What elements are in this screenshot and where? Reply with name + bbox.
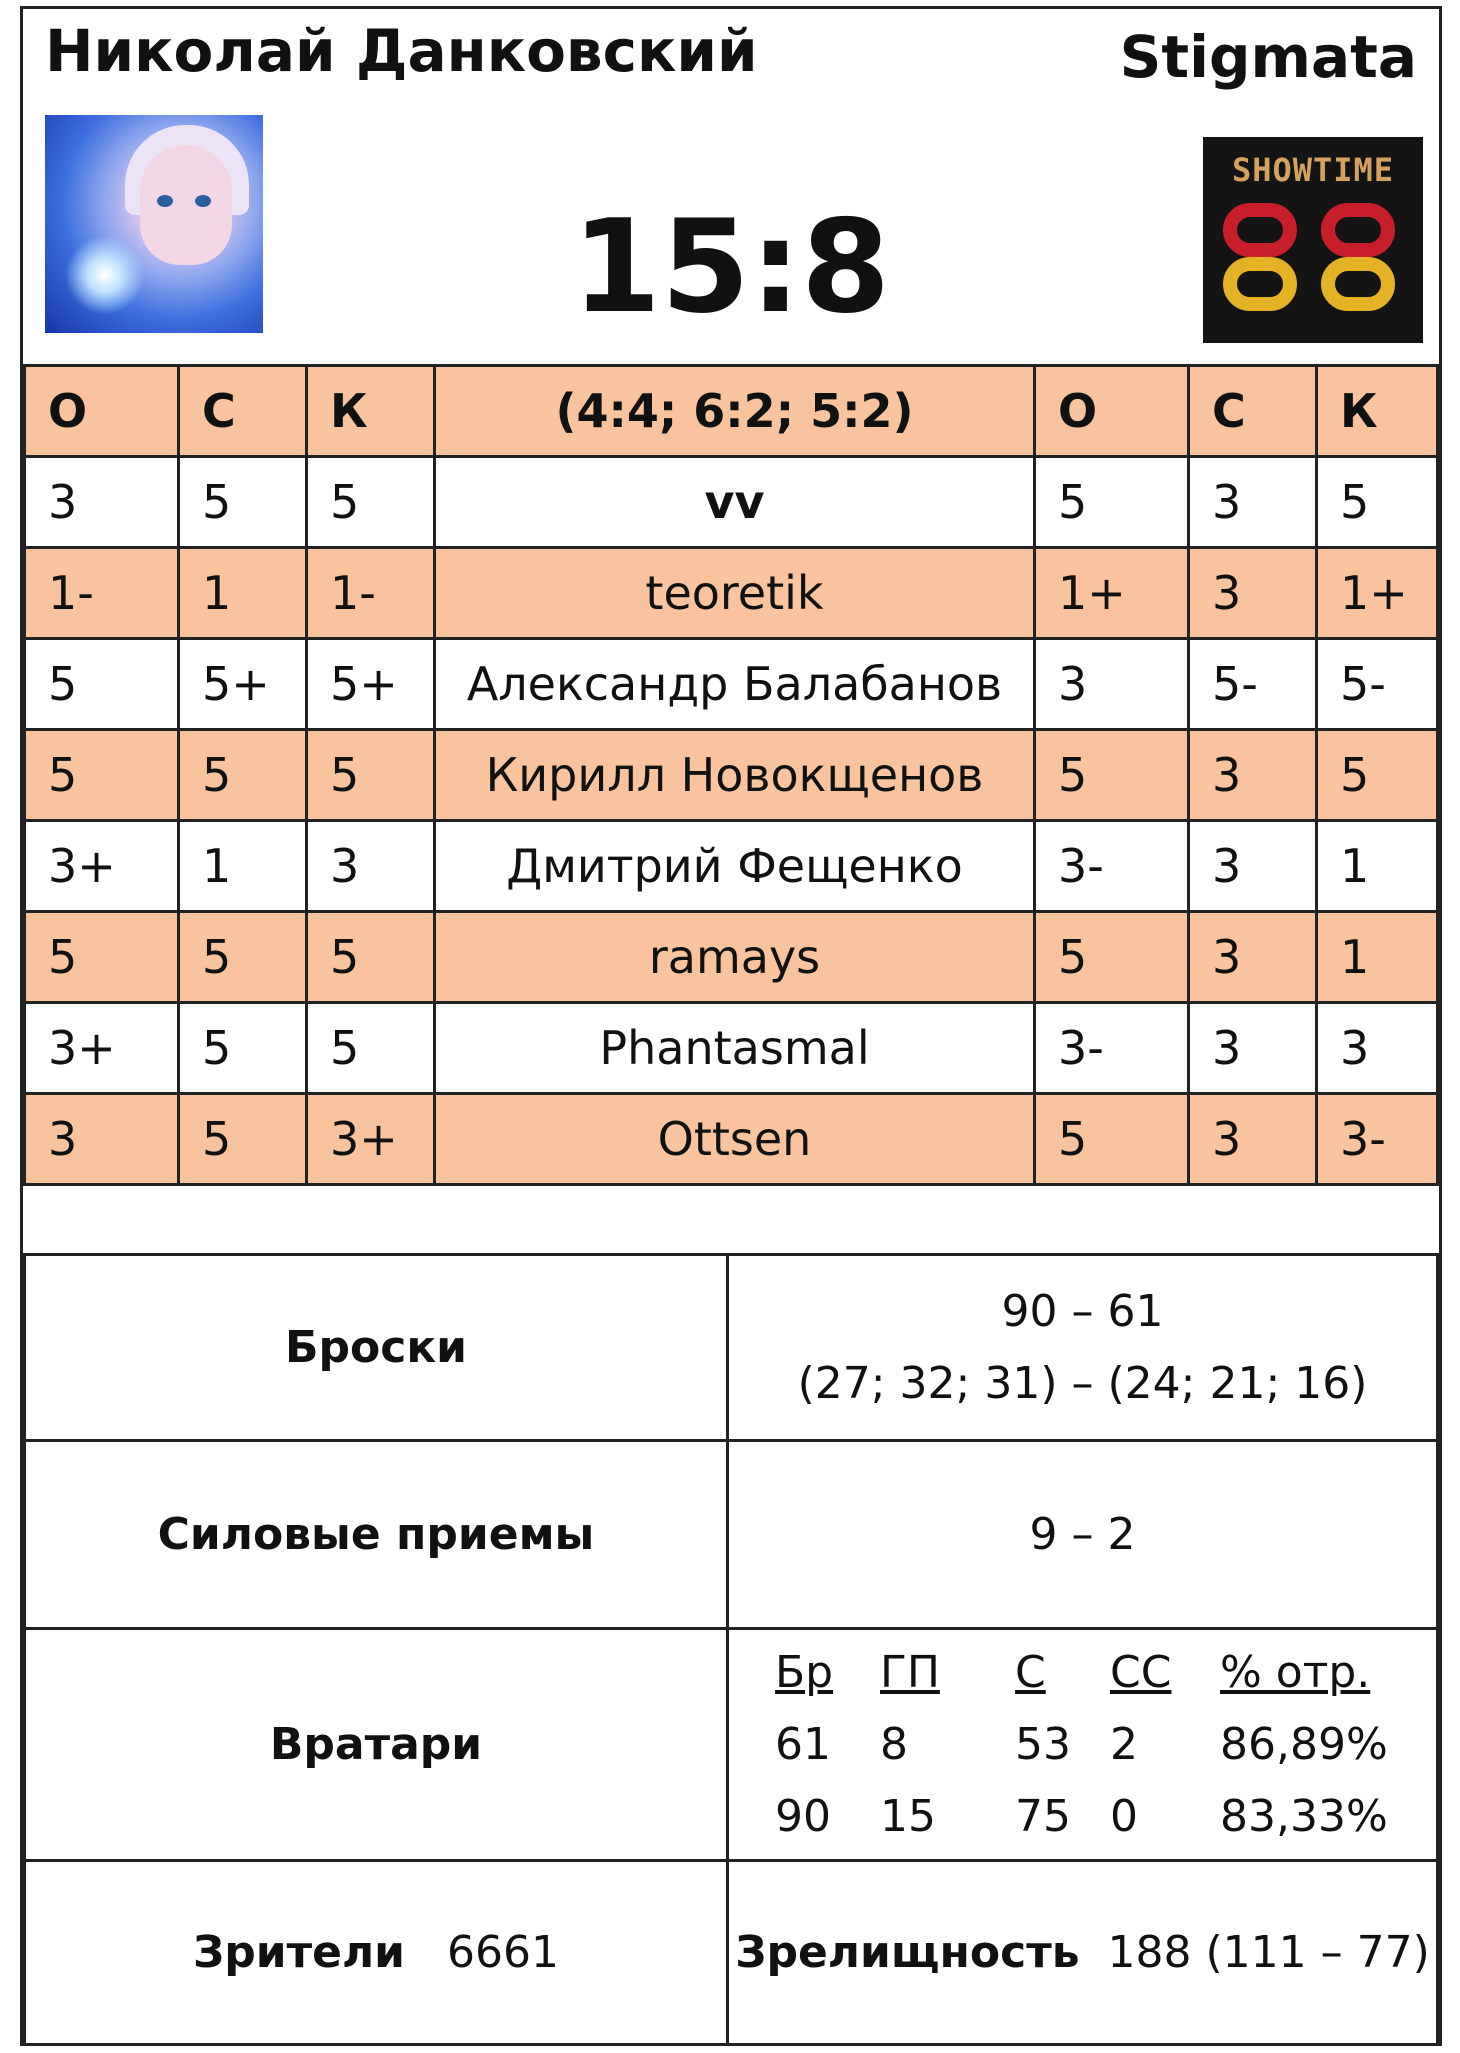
rating-cell: 3+ bbox=[25, 821, 179, 912]
rating-cell: 5 bbox=[307, 730, 435, 821]
hits-row bbox=[25, 1441, 1438, 1629]
rating-cell: 3+ bbox=[25, 1003, 179, 1094]
goalies-label: Вратари bbox=[25, 1629, 728, 1861]
rating-cell: 3 bbox=[1035, 639, 1189, 730]
rating-cell: 1- bbox=[25, 548, 179, 639]
rating-cell: 5 bbox=[307, 912, 435, 1003]
goalie-header: % отр. bbox=[1220, 1646, 1371, 1698]
match-score: 15:8 bbox=[571, 193, 891, 342]
rating-cell: 3- bbox=[1035, 821, 1189, 912]
hits-label: Силовые приемы bbox=[25, 1441, 728, 1629]
rating-cell: 5 bbox=[307, 1003, 435, 1094]
header-cell: С bbox=[179, 366, 307, 457]
spectators-cell bbox=[25, 1861, 728, 2045]
rating-cell: 5 bbox=[1317, 457, 1438, 548]
table-row bbox=[25, 457, 1438, 548]
match-header bbox=[23, 9, 1439, 359]
spectacle-label: Зрелищность bbox=[735, 1927, 1080, 1978]
rating-cell: 1+ bbox=[1035, 548, 1189, 639]
rating-cell: 5 bbox=[307, 457, 435, 548]
goalie-cell: 53 bbox=[1015, 1718, 1071, 1770]
rating-cell: 5+ bbox=[179, 639, 307, 730]
expert-name: Александр Балабанов bbox=[435, 639, 1035, 730]
expert-name: Дмитрий Фещенко bbox=[435, 821, 1035, 912]
match-stats-table bbox=[23, 1253, 1439, 2046]
goalie-cell: 86,89% bbox=[1220, 1718, 1388, 1770]
rating-cell: 5 bbox=[1035, 457, 1189, 548]
spectators-label: Зрители bbox=[193, 1927, 406, 1978]
hits-value: 9 – 2 bbox=[728, 1441, 1438, 1629]
table-row bbox=[25, 1094, 1438, 1185]
goalie-header: СС bbox=[1110, 1646, 1172, 1698]
rating-cell: 5 bbox=[179, 912, 307, 1003]
away-team-logo bbox=[1203, 137, 1423, 343]
rating-cell: 3 bbox=[25, 457, 179, 548]
goalie-cell: 75 bbox=[1015, 1790, 1071, 1842]
header-cell: К bbox=[307, 366, 435, 457]
goalie-header: ГП bbox=[880, 1646, 940, 1698]
expert-name: Кирилл Новокщенов bbox=[435, 730, 1035, 821]
goalie-header: Бр bbox=[775, 1646, 834, 1698]
table-row bbox=[25, 1003, 1438, 1094]
rating-cell: 5 bbox=[1035, 730, 1189, 821]
rating-cell: 5 bbox=[1035, 1094, 1189, 1185]
header-cell: С bbox=[1189, 366, 1317, 457]
expert-name: vv bbox=[435, 457, 1035, 548]
goalie-cell: 90 bbox=[775, 1790, 831, 1842]
rating-cell: 3+ bbox=[307, 1094, 435, 1185]
expert-name: teoretik bbox=[435, 548, 1035, 639]
rating-cell: 3- bbox=[1035, 1003, 1189, 1094]
goalie-cell: 15 bbox=[880, 1790, 936, 1842]
goalie-header-row bbox=[775, 1637, 1390, 1709]
spectators-row bbox=[25, 1861, 1438, 2045]
spectators-value: 6661 bbox=[446, 1927, 559, 1978]
rating-cell: 3 bbox=[1189, 1094, 1317, 1185]
rating-cell: 5 bbox=[179, 1003, 307, 1094]
goalie-cell: 61 bbox=[775, 1718, 831, 1770]
rating-cell: 3 bbox=[1189, 457, 1317, 548]
rating-cell: 5- bbox=[1317, 639, 1438, 730]
rating-cell: 1 bbox=[1317, 912, 1438, 1003]
away-team-name: Stigmata bbox=[1119, 23, 1417, 91]
rating-cell: 3 bbox=[307, 821, 435, 912]
goalie-cell: 2 bbox=[1110, 1718, 1138, 1770]
table-row bbox=[25, 639, 1438, 730]
rating-cell: 1 bbox=[179, 548, 307, 639]
rating-cell: 1 bbox=[179, 821, 307, 912]
away-logo-text: SHOWTIME bbox=[1231, 151, 1395, 189]
rating-cell: 3 bbox=[1189, 730, 1317, 821]
goalie-cell: 0 bbox=[1110, 1790, 1138, 1842]
shots-row bbox=[25, 1255, 1438, 1441]
rating-cell: 5 bbox=[25, 639, 179, 730]
rating-cell: 5 bbox=[179, 457, 307, 548]
rating-cell: 5 bbox=[1317, 730, 1438, 821]
shots-values bbox=[728, 1255, 1438, 1441]
goalies-row bbox=[25, 1629, 1438, 1861]
goalie-row bbox=[775, 1709, 1390, 1781]
rating-cell: 5 bbox=[179, 730, 307, 821]
table-row bbox=[25, 912, 1438, 1003]
shots-label: Броски bbox=[25, 1255, 728, 1441]
table-row bbox=[25, 548, 1438, 639]
expert-name: ramays bbox=[435, 912, 1035, 1003]
home-team-name: Николай Данковский bbox=[45, 17, 758, 85]
shots-total: 90 – 61 bbox=[1001, 1285, 1164, 1337]
rating-cell: 1- bbox=[307, 548, 435, 639]
rating-cell: 3 bbox=[1189, 548, 1317, 639]
rating-cell: 5 bbox=[25, 912, 179, 1003]
table-header-row bbox=[25, 366, 1438, 457]
rating-cell: 5+ bbox=[307, 639, 435, 730]
rating-cell: 3 bbox=[1189, 1003, 1317, 1094]
goalies-table bbox=[728, 1629, 1438, 1861]
rating-cell: 5 bbox=[25, 730, 179, 821]
period-score-header: (4:4; 6:2; 5:2) bbox=[435, 366, 1035, 457]
match-card bbox=[20, 6, 1442, 2046]
rating-cell: 5 bbox=[1035, 912, 1189, 1003]
goalie-cell: 8 bbox=[880, 1718, 908, 1770]
header-cell: К bbox=[1317, 366, 1438, 457]
rating-cell: 3 bbox=[1189, 912, 1317, 1003]
header-cell: О bbox=[1035, 366, 1189, 457]
rating-cell: 3 bbox=[1189, 821, 1317, 912]
shots-periods: (27; 32; 31) – (24; 21; 16) bbox=[797, 1357, 1368, 1409]
expert-name: Phantasmal bbox=[435, 1003, 1035, 1094]
spectacle-cell bbox=[728, 1861, 1438, 2045]
table-row bbox=[25, 730, 1438, 821]
rating-cell: 1 bbox=[1317, 821, 1438, 912]
table-row bbox=[25, 821, 1438, 912]
goalie-row bbox=[775, 1781, 1390, 1853]
rating-cell: 5- bbox=[1189, 639, 1317, 730]
ratings-table bbox=[23, 364, 1439, 1186]
rating-cell: 3 bbox=[25, 1094, 179, 1185]
rating-cell: 5 bbox=[179, 1094, 307, 1185]
goalie-header: С bbox=[1015, 1646, 1046, 1698]
spectacle-value: 188 (111 – 77) bbox=[1107, 1927, 1430, 1978]
expert-name: Ottsen bbox=[435, 1094, 1035, 1185]
goalie-cell: 83,33% bbox=[1220, 1790, 1388, 1842]
rating-cell: 3- bbox=[1317, 1094, 1438, 1185]
rating-cell: 1+ bbox=[1317, 548, 1438, 639]
rating-cell: 3 bbox=[1317, 1003, 1438, 1094]
header-cell: О bbox=[25, 366, 179, 457]
